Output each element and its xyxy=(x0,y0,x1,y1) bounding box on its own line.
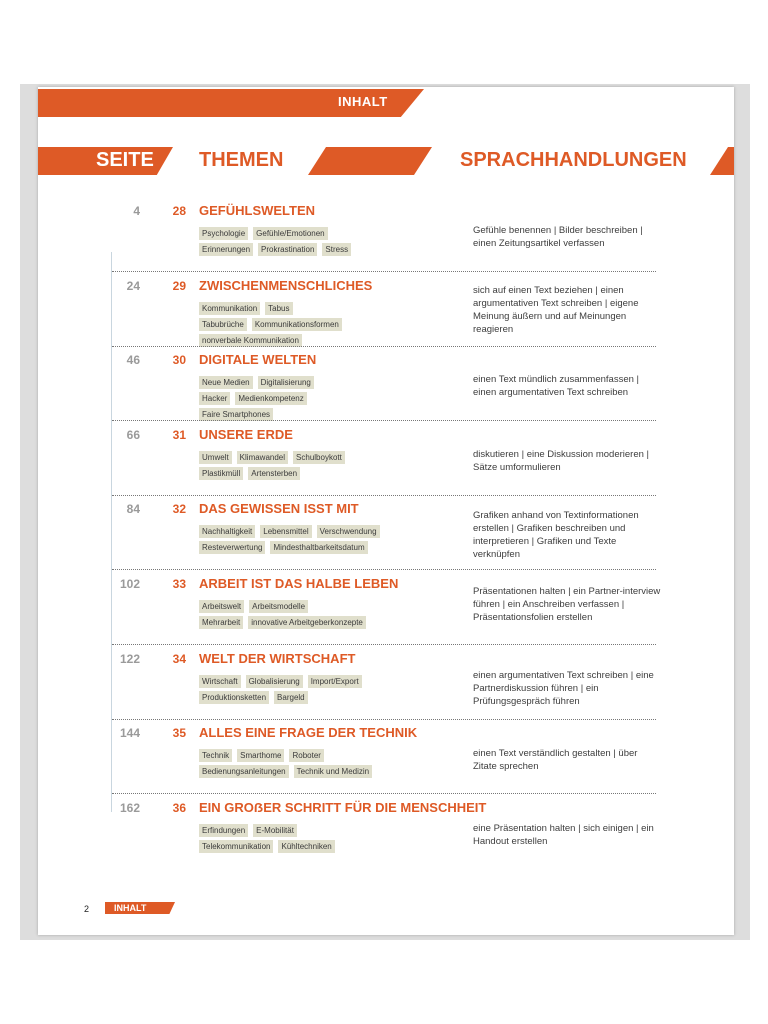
row-lesson-number: 33 xyxy=(172,577,186,591)
tag-line xyxy=(199,330,489,346)
row-tags xyxy=(199,447,489,479)
row-sprachhandlungen: eine Präsentation halten | sich einigen | ein Handout erstellen xyxy=(473,823,654,847)
row-title: EIN GROẞER SCHRITT FÜR DIE MENSCHHEIT xyxy=(199,800,487,815)
row-divider xyxy=(112,569,656,570)
topic-tag: Globalisierung xyxy=(246,675,303,688)
row-tags xyxy=(199,745,489,777)
topic-tag: Psychologie xyxy=(199,227,248,240)
topic-tag: Wirtschaft xyxy=(199,675,241,688)
row-tags xyxy=(199,372,489,420)
topic-tag: Prokrastination xyxy=(258,243,317,256)
topic-tag: Technik xyxy=(199,749,232,762)
row-divider xyxy=(112,719,656,720)
row-title: GEFÜHLSWELTEN xyxy=(199,203,316,218)
topic-tag: Faire Smartphones xyxy=(199,408,273,421)
row-lesson-number: 35 xyxy=(172,726,186,740)
header-seite: SEITE xyxy=(96,149,154,171)
topic-tag: Gefühle/Emotionen xyxy=(253,227,328,240)
row-page-number: 122 xyxy=(119,652,140,666)
topic-tag: Produktionsketten xyxy=(199,691,269,704)
row-page-number: 102 xyxy=(119,577,140,591)
row-sprachhandlungen: einen Text mündlich zusammenfassen | einen argumentativen Text schreiben xyxy=(473,374,639,398)
topic-tag: Tabubrüche xyxy=(199,318,247,331)
row-sprachhandlungen: sich auf einen Text beziehen | einen argumentativen Text schreiben | eigene Meinung äußern und auf Meinungen reagieren xyxy=(473,285,639,335)
row-divider xyxy=(112,420,656,421)
row-sprachhandlungen: Grafiken anhand von Textinformationen erstellen | Grafiken beschreiben und interpretieren | Grafiken und Texte verknüpfen xyxy=(473,510,639,560)
document-page xyxy=(38,87,734,935)
topic-tag: Telekommunikation xyxy=(199,840,273,853)
tag-line xyxy=(199,463,489,479)
tag-line xyxy=(199,687,489,703)
tag-line xyxy=(199,314,489,330)
topic-tag: Mehrarbeit xyxy=(199,616,243,629)
topic-tag: Erinnerungen xyxy=(199,243,253,256)
row-sprachhandlungen: Gefühle benennen | Bilder beschreiben | einen Zeitungsartikel verfassen xyxy=(473,225,643,249)
row-page-number: 46 xyxy=(126,353,140,367)
tag-line xyxy=(199,372,489,388)
header-themen: THEMEN xyxy=(199,149,284,171)
topic-tag: Kühltechniken xyxy=(278,840,334,853)
tag-line xyxy=(199,404,489,420)
topic-tag: Umwelt xyxy=(199,451,232,464)
row-divider xyxy=(112,793,656,794)
tag-line xyxy=(199,671,489,687)
row-lesson-number: 30 xyxy=(172,353,186,367)
topic-tag: Bedienungsanleitungen xyxy=(199,765,289,778)
row-lesson-number: 32 xyxy=(172,502,186,516)
topic-tag: Medienkompetenz xyxy=(235,392,306,405)
footer-label: INHALT xyxy=(114,903,147,913)
topic-tag: Plastikmüll xyxy=(199,467,243,480)
tag-line xyxy=(199,537,489,553)
row-page-number: 66 xyxy=(126,428,140,442)
row-page-number: 162 xyxy=(119,801,140,815)
tag-line xyxy=(199,447,489,463)
topic-tag: Artensterben xyxy=(248,467,300,480)
row-page-number: 84 xyxy=(126,502,140,516)
topic-tag: Erfindungen xyxy=(199,824,248,837)
row-divider xyxy=(112,346,656,347)
tag-line xyxy=(199,820,489,836)
tag-line xyxy=(199,761,489,777)
topic-tag: Kommunikation xyxy=(199,302,260,315)
tag-line xyxy=(199,836,489,852)
row-tags xyxy=(199,596,489,628)
header-slash-decoration-right xyxy=(710,147,734,175)
row-sprachhandlungen: Präsentationen halten | ein Partner-interview führen | ein Anschreiben verfassen | Präsentationsfolien erstellen xyxy=(473,586,661,623)
row-sprachhandlungen: einen argumentativen Text schreiben | eine Partnerdiskussion führen | ein Prüfungsgespräch führen xyxy=(473,670,654,707)
topic-tag: E-Mobilität xyxy=(253,824,297,837)
row-page-number: 24 xyxy=(126,279,140,293)
row-title: ALLES EINE FRAGE DER TECHNIK xyxy=(199,725,418,740)
topic-tag: Nachhaltigkeit xyxy=(199,525,255,538)
row-title: DIGITALE WELTEN xyxy=(199,352,317,367)
topic-tag: Tabus xyxy=(265,302,292,315)
row-divider xyxy=(112,271,656,272)
row-title: ZWISCHENMENSCHLICHES xyxy=(199,278,373,293)
tag-line xyxy=(199,596,489,612)
row-lesson-number: 36 xyxy=(172,801,186,815)
row-sprachhandlungen: einen Text verständlich gestalten | über Zitate sprechen xyxy=(473,748,638,772)
row-lesson-number: 28 xyxy=(172,204,186,218)
tag-line xyxy=(199,521,489,537)
topic-tag: Lebensmittel xyxy=(260,525,311,538)
row-tags xyxy=(199,820,489,852)
topic-tag: Smarthome xyxy=(237,749,284,762)
row-tags xyxy=(199,298,489,346)
topic-tag: Import/Export xyxy=(308,675,362,688)
topic-tag: Schulboykott xyxy=(293,451,345,464)
row-tags xyxy=(199,223,489,255)
topic-tag: Arbeitswelt xyxy=(199,600,244,613)
row-sprachhandlungen: diskutieren | eine Diskussion moderieren | Sätze umformulieren xyxy=(473,449,650,473)
footer-page-number: 2 xyxy=(84,904,90,914)
row-lesson-number: 31 xyxy=(172,428,186,442)
topic-tag: Klimawandel xyxy=(237,451,288,464)
row-title: ARBEIT IST DAS HALBE LEBEN xyxy=(199,576,399,591)
row-lesson-number: 29 xyxy=(172,279,186,293)
row-tags xyxy=(199,521,489,553)
topic-tag: Stress xyxy=(322,243,351,256)
tag-line xyxy=(199,388,489,404)
topic-tag: Arbeitsmodelle xyxy=(249,600,308,613)
topic-tag: Mindesthaltbarkeitsdatum xyxy=(270,541,367,554)
row-page-number: 144 xyxy=(119,726,140,740)
row-tags xyxy=(199,671,489,703)
row-lesson-number: 34 xyxy=(172,652,186,666)
topic-tag: Verschwendung xyxy=(317,525,380,538)
topic-tag: innovative Arbeitgeberkonzepte xyxy=(248,616,366,629)
tag-line xyxy=(199,612,489,628)
row-title: UNSERE ERDE xyxy=(199,427,293,442)
row-divider xyxy=(112,495,656,496)
topic-tag: Roboter xyxy=(289,749,323,762)
header-slash-decoration xyxy=(308,147,432,175)
topic-tag: Neue Medien xyxy=(199,376,253,389)
topic-tag: Kommunikationsformen xyxy=(252,318,342,331)
topic-tag: Digitalisierung xyxy=(258,376,314,389)
topic-tag: nonverbale Kommunikation xyxy=(199,334,302,347)
row-divider xyxy=(112,644,656,645)
topic-tag: Bargeld xyxy=(274,691,308,704)
tag-line xyxy=(199,239,489,255)
topic-tag: Resteverwertung xyxy=(199,541,265,554)
top-banner-title: INHALT xyxy=(338,94,388,109)
topic-tag: Technik und Medizin xyxy=(294,765,372,778)
row-page-number: 4 xyxy=(133,204,140,218)
header-sprachhandlungen: SPRACHHANDLUNGEN xyxy=(460,149,687,171)
topic-tag: Hacker xyxy=(199,392,230,405)
tag-line xyxy=(199,745,489,761)
row-title: DAS GEWISSEN ISST MIT xyxy=(199,501,359,516)
row-title: WELT DER WIRTSCHAFT xyxy=(199,651,356,666)
tag-line xyxy=(199,298,489,314)
tag-line xyxy=(199,223,489,239)
